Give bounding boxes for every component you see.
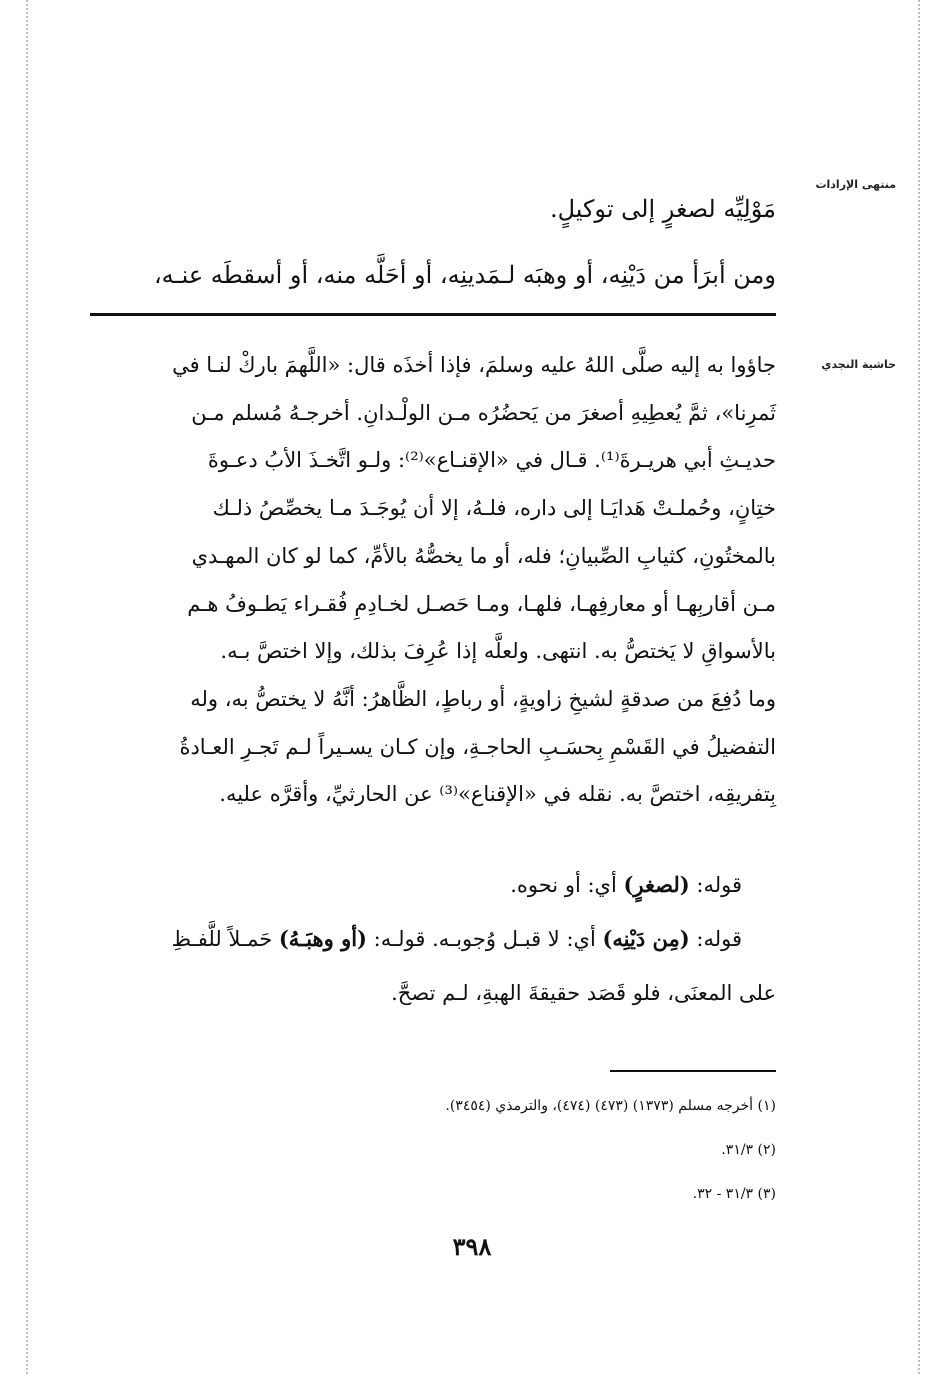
qawl-line — [90, 912, 776, 966]
qawl-prefix: قوله: — [689, 927, 742, 951]
qawl-gloss: أي: أو نحوه. — [510, 873, 624, 897]
qawl-gloss: حَمـلاً للَّفـظِ — [171, 927, 279, 951]
matn-divider — [90, 313, 776, 316]
sharh-line: جاؤوا به إليه صلَّى اللهُ عليه وسلمَ، فإذا أخذَه قال: «اللَّهمَ باركْ لنـا في — [172, 353, 776, 377]
qawl-prefix: قوله: — [689, 873, 742, 897]
footnote: (١) أخرجه مسلم (١٣٧٣) (٤٧٣) (٤٧٤)، والترمذي (٣٤٥٤). — [445, 1098, 776, 1114]
sharh-line: وما دُفِعَ من صدقةٍ لشيخِ زاويةٍ، أو رباطٍ، الظَّاهرُ: أنَّهُ لا يختصُّ به، وله — [190, 686, 776, 711]
matn-text — [90, 176, 776, 308]
sharh-line: بالأسواقِ لا يَختصُّ به. انتهى. ولعلَّه إذا عُرِفَ بذلك، وإلا اختصَّ بـه. — [220, 639, 776, 664]
footnote: (٢) ٣١/٣. — [721, 1142, 776, 1158]
qawl-gloss: أي: لا قبـل وُجوبـه. قولـه: — [367, 927, 603, 951]
qawl-lemma: (مِن دَيْنِه) — [602, 926, 690, 951]
sharh-line: ثَمرِنا»، ثمَّ يُعطِيهِ أصغرَ من يَحضُرُه مـن الولْـدانِ. أخرجـهُ مُسلم مـن — [191, 400, 776, 425]
matn-line: مَوْلِيِّه لصغرٍ إلى توكيلٍ. — [549, 195, 776, 223]
sharh-line: مـن أقاربِهـا أو معارفِهـا، فلهـا، ومـا حَصـل لخـادِمِ فُقـراء يَطـوفُ هـم — [187, 591, 776, 616]
sharh-line: بالمختُونِ، كثيابِ الصِّبيانِ؛ فله، أو ما يخصُّهُ بالأمِّ، كما لو كان المهـدي — [191, 543, 776, 568]
qawl-lemma: (أو وهبَـهُ) — [278, 926, 367, 951]
scan-edge-right — [918, 0, 920, 1374]
side-label-sharh: حاشية النجدي — [821, 358, 896, 371]
qawl-line — [90, 858, 776, 912]
footnotes — [200, 1084, 776, 1216]
sharh-line: ختِانٍ، وحُملـتْ هَدايَـا إلى داره، فلـهُ، إلا أن يُوجَـدَ مـا يخصِّصُ ذلـك — [212, 496, 776, 521]
sharh-line: حديـثِ أبي هريـرةَ⁽¹⁾. قـال في «الإقنـاع»⁽²⁾: ولـو اتَّخـذَ الأبُ دعـوةَ — [207, 448, 776, 473]
footnote-divider — [610, 1070, 776, 1072]
qawl-lemma: (لصغرٍ) — [623, 872, 690, 897]
qawl-gloss: على المعنَى، فلو قَصَد حقيقةَ الهبةِ، لـم تصحَّ. — [391, 981, 776, 1005]
sharh-text — [90, 342, 776, 819]
qawl-section — [90, 858, 776, 1020]
sharh-line: بِتفريقِه، اختصَّ به. نقله في «الإقناع»⁽³⁾ عن الحارثيِّ، وأقرَّه عليه. — [219, 782, 776, 807]
sharh-line: التفضيلُ في القَسْمِ بِحسَـبِ الحاجـةِ، وإن كـان يسـيراً لـم تَجـرِ العـادةُ — [179, 734, 776, 759]
scan-edge-left — [26, 0, 28, 1374]
side-label-matn: منتهى الإرادات — [815, 178, 896, 191]
page-number: ٣٩٨ — [452, 1232, 492, 1261]
matn-line: ومن أبرَأ من دَيْنِه، أو وهبَه لـمَدينِه، أو أحَلَّه منه، أو أسقطَه عنـه، — [153, 261, 776, 289]
footnote: (٣) ٣١/٣ - ٣٢. — [692, 1186, 776, 1202]
qawl-line — [90, 966, 776, 1020]
